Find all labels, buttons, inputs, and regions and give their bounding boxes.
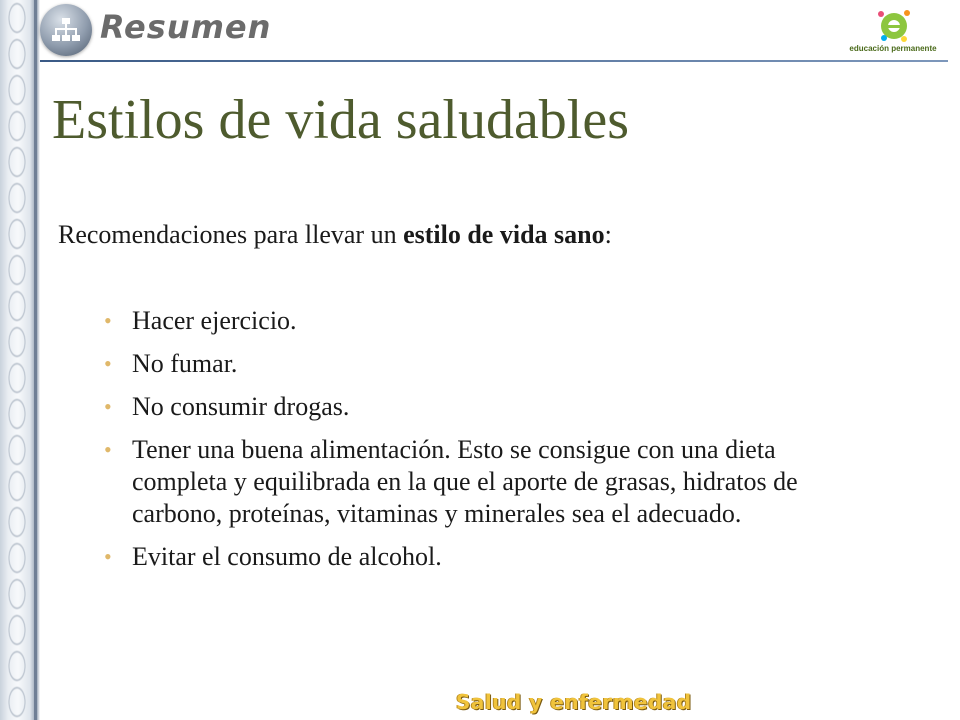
border-line — [34, 0, 37, 720]
bullet-icon: • — [104, 308, 112, 333]
org-chart-icon[interactable] — [40, 4, 92, 56]
list-item-text: Evitar el consumo de alcohol. — [132, 542, 442, 571]
bullet-icon: • — [104, 394, 112, 419]
bullet-icon: • — [104, 437, 112, 462]
header-divider — [40, 60, 948, 62]
footer-label: Salud y enfermedad — [456, 690, 692, 714]
recommendation-list — [104, 305, 864, 584]
bullet-icon: • — [104, 351, 112, 376]
org-chart-glyph — [51, 17, 81, 43]
intro-text-end: : — [604, 220, 612, 249]
list-item — [104, 434, 864, 530]
intro-text — [58, 220, 918, 250]
list-item — [104, 305, 864, 337]
list-item — [104, 541, 864, 573]
list-item — [104, 348, 864, 380]
intro-text-emphasis: estilo de vida sano — [403, 220, 605, 249]
left-decorative-border — [0, 0, 40, 720]
list-item-text: Hacer ejercicio. — [132, 306, 297, 335]
section-label: Resumen — [100, 8, 272, 46]
list-item — [104, 391, 864, 423]
intro-text-start: Recomendaciones para llevar un — [58, 220, 404, 249]
list-item-text: Tener una buena alimentación. Esto se consigue con una dieta completa y equilibrada en la que el aporte de grasas, hidratos de carbono, proteínas, vitaminas y minerales sea el adecuado. — [132, 435, 798, 528]
list-item-text: No consumir drogas. — [132, 392, 350, 421]
spiral-binding-decoration — [4, 0, 30, 720]
bullet-icon: • — [104, 544, 112, 569]
logo-caption: educación permanente — [849, 44, 937, 53]
list-item-text: No fumar. — [132, 349, 238, 378]
page-title: Estilos de vida saludables — [52, 89, 630, 151]
